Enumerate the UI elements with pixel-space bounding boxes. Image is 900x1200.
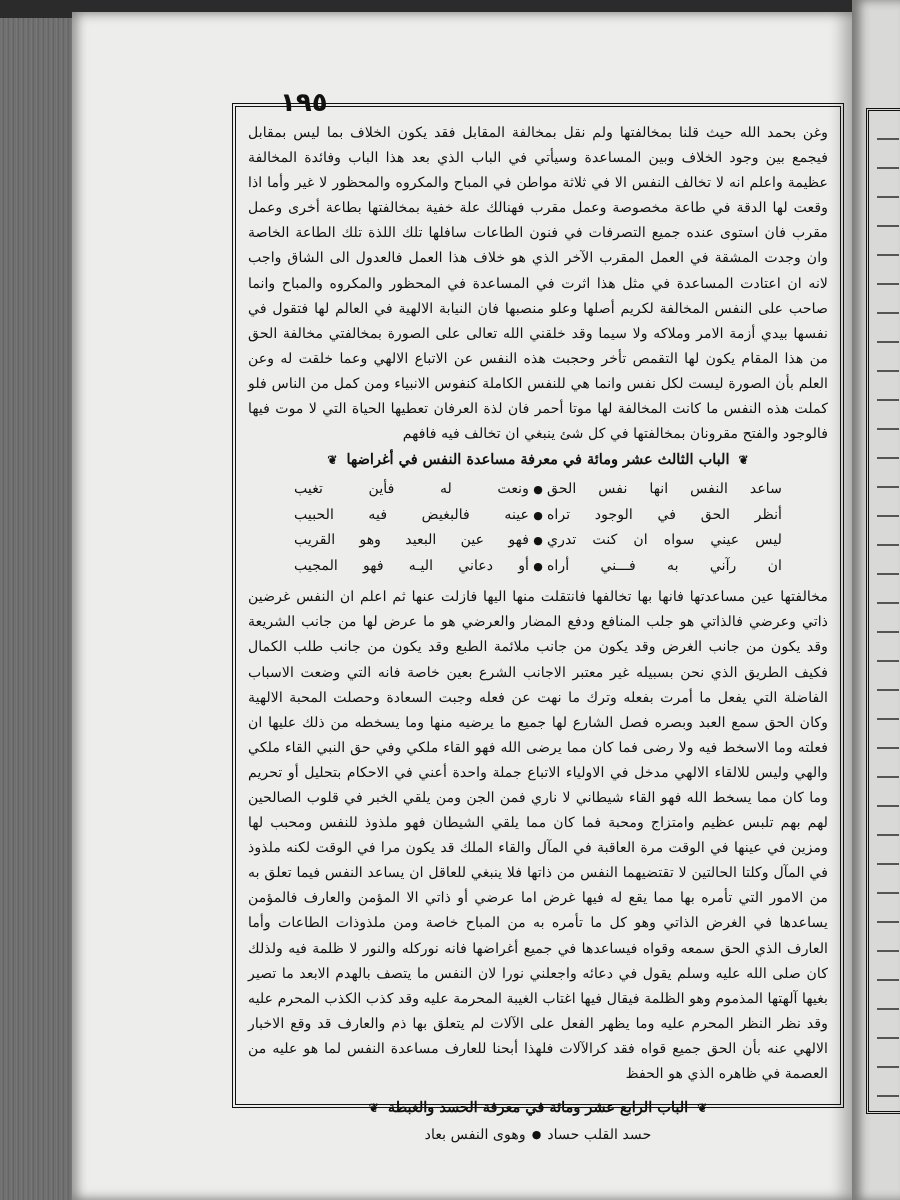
verse-separator-icon: ● [533, 508, 543, 522]
hemistich-second: أو دعاني اليـه فهو المجيب [294, 557, 529, 574]
facing-page-edge [852, 0, 900, 1200]
hemistich-second: ونعت له فأين تغيب [294, 481, 529, 498]
facing-page-frame [866, 108, 900, 1114]
verse-separator-icon: ● [533, 559, 543, 573]
ornament-icon: ❦ [368, 1101, 379, 1116]
verse-separator-icon: ● [533, 534, 543, 548]
paragraph: وغن بحمد الله حيث قلنا بمخالفتها ولم نقل بمخالفة المقابل فقد يكون الخلاف بما ليس بمقابل فيجمع بين وجود الخلاف وبين المساعدة وسيأتي في الباب الذي بعد هذا الباب وفائدة المخالفة عظيمة واعلم انه لا تخالف النفس الا في ثلاثة مواطن في المباح والمكروه والمحظور لا غير وأما اذا وقعت لها الدقة في طاعة مخصوصة وعمل مقرب فهنالك علة خفية بمخالفتها بطاعة أخرى وعمل مقرب فان استوى عنده جميع التصرفات في فنون الطاعات سافلها تلك اللذة تلك الطاعة الخاصة وان وجدت المشقة في العمل المقرب الآخر الذي هو خلاف هذا العمل فالعدول الى الشاق واجب لانه ان اعتادت المساعدة في مثل هذا اثرت في المساعدة في المحظور والمكروه والمباح وانما صاحب على النفس المخالفة لكريم أصلها وعلو منصبها فان النيابة الالهية في العالم لها فتقول في نفسها بيدي أزمة الامر وملاكه ولا سيما وقد خلقني الله تعالى على الصورة بمخالفتي مخالفة الحق من هذا المقام يكون لها التقمص تأخر وحجبت هذه النفس عن الاتباع الالهي وعما خلقت له وعن العلم بأن الصورة ليست لكل نفس وانما هي للنفس الكاملة كنفوس الانبياء ومن كمل من الناس فلو كملت هذه النفس ما كانت المخالفة لها موتا أحمر فان لذة العرفان تعطيها الحياة التي لا موت فيها فالوجود والفتح مقرونان بمخالفتها في كل شئ ينبغي ان تخالف فيه فافهم [248, 125, 828, 443]
hemistich-first: ان رآني به فـــني أراه [547, 557, 782, 574]
chapter-title: الباب الرابع عشر ومائة في معرفة الحسد والغبطة [387, 1099, 689, 1117]
chapter-title: الباب الثالث عشر ومائة في معرفة مساعدة النفس في أغراضها [346, 451, 730, 469]
verse-separator-icon: ● [531, 1128, 542, 1142]
verse-line [248, 554, 828, 580]
verse-line [248, 477, 828, 503]
poem [248, 477, 828, 579]
ornament-icon: ❦ [738, 453, 749, 468]
hemistich-second: عينه فالبغيض فيه الحبيب [294, 506, 529, 523]
body-text-1 [248, 121, 828, 447]
body-text-2 [248, 585, 828, 1087]
hemistich-first: أنظر الحق في الوجود تراه [547, 506, 782, 523]
verse-separator-icon: ● [533, 483, 543, 497]
hemistich-first: ساعد النفس انها نفس الحق [547, 481, 782, 498]
page-number: ١٩٥ [280, 88, 328, 118]
verse-line [248, 503, 828, 529]
hemistich-second: فهو عين البعيد وهو القريب [294, 532, 529, 549]
chapter-heading-114 [248, 1097, 828, 1119]
paragraph: مخالفتها عين مساعدتها فانها بها تخالفها فانتقلت منها اليها فازلت عنها ثم اعلم ان النفس غرضين ذاتي وعرضي فالذاتي هو جلب المنافع ودفع المضار والعرضي هو ما عرض لها من جانب الشريعة وقد يكون من جانب الغرض وقد يكون من جانب ملائمة الطبع وقد يكون من جانب طلب الكمال فكيف الطريق الذي نحن بسبيله غير معتبر الاجانب الشرع بعين خاصة فانه التي وضعت الاسباب الفاضلة التي يفعل ما أمرت بفعله وترك ما نهت عن فعله وجبت السعادة وحصلت المحبة الالهية وكان الحق سمع العبد وبصره فصل الشارع لها جميع ما يرضيه منها وما يسخطه من ذلك عليها ان فعلته وما الاسخط فيه ولا رضى فما كان مما يرضى الله فهو القاء ملكي وفي حق النبي القاء ملكي والهي وليس للالقاء الالهي مدخل في الاولياء الاتباع جملة واحدة أعني في الاحكام بتحليل أو تحريم وما كان مما يسخط الله فهو القاء شيطاني لا ناري فمن الجن ومن يلقي الخبر في قلوب الصالحين لهم بهم تلبس عظيم وامتزاج ومحبة فما كان مما يلقي الشيطان فهو ملذوذ للنفس ومحبب لها ومزين في عينها في الوقت مرة العاقبة في المآل والقاء الملك قد يكون مرا في الوقت لكنه ملذوذ في المآل وكلتا الحالتين لا تقتضيهما النفس من ذاتها فلا ينبغي للعاقل ان يساعد النفس فيما تعلق به من الامور التي تأمره بها مما يقع له فيها غرض اما عرضي أو ذاتي الا المؤمن والعارف فالمؤمن يساعدها في الغرض الذاتي وهو كل ما تأمره به من المباح خاصة ومن ملذوذات الطاعات وأما العارف الذي الحق سمعه وقواه فيساعدها في جميع أغراضها فانه نوركله والنور لا ظلمة فيه ولذلك كان صلى الله عليه وسلم يقول في دعائه واجعلني نورا لان النفس ما يتصف بالهدم الابعد ما تصير بغيها آلهتها المذموم وهو الظلمة فيقال فيها اغتاب الغيبة المحرمة عليه وقد كذب الكذب المحرم عليه وقد نظر النظر المحرم عليه وما يظهر الفعل على الآلات لم يتعلق بها ذم والعارف قد وقع الاخبار الالهي عنه بأن الحق جميع قواه فقد كرالآلات فلهذا أبحنا للعارف مساعدة النفس لما هو عليه من العصمة في ظاهره الذي هو الحفظ [248, 589, 828, 1082]
chapter-heading-113 [248, 449, 828, 471]
hemistich-first: ليس عيني سواه ان كنت تدري [547, 532, 782, 549]
hemistich-second: وهوى النفس بعاد [424, 1127, 526, 1144]
text-frame [232, 103, 844, 1144]
ornament-icon: ❦ [697, 1101, 708, 1116]
hemistich-first: حسد القلب حساد [547, 1127, 652, 1144]
ornament-icon: ❦ [327, 453, 338, 468]
verse-line [248, 528, 828, 554]
page-stack-edge [0, 18, 80, 1200]
verse-line [248, 1123, 828, 1147]
